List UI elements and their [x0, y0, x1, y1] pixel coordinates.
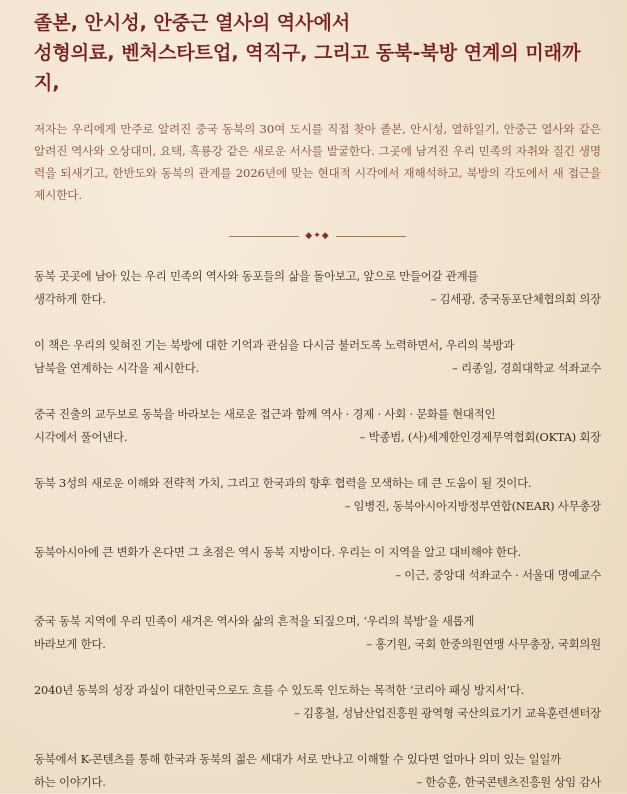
endorsement-text: 동북 3성의 새로운 이해와 전략적 가치, 그리고 한국과의 향후 협력을 모색하는 데 큰 도움이 될 것이다.: [34, 476, 532, 490]
endorsement-author: – 김홍철, 성남산업진흥원 광역형 국산의료기기 교육훈련센터장: [294, 706, 601, 720]
endorsement-text-cont: 생각하게 한다.: [34, 292, 106, 306]
endorsement-author: – 한승훈, 한국콘텐츠진흥원 상임 감사: [416, 775, 601, 789]
endorsement-text-cont: 바라보게 한다.: [34, 637, 106, 651]
endorsement-item: [34, 472, 601, 518]
endorsement-text-cont: 남북을 연계하는 시각을 제시한다.: [34, 361, 199, 375]
endorsement-item: [34, 679, 601, 725]
endorsement-text: 동북아시아에 큰 변화가 온다면 그 초점은 역시 동북 지방이다. 우리는 이 지역을 알고 대비해야 한다.: [34, 545, 521, 559]
endorsement-item: [34, 265, 601, 311]
endorsement-item: [34, 334, 601, 380]
endorsement-author: – 이근, 중앙대 석좌교수 · 서울대 명예교수: [395, 568, 601, 582]
endorsement-text: 2040년 동북의 성장 과실이 대한민국으로도 흐를 수 있도록 인도하는 목적한 ‘코리아 패싱 방지서’다.: [34, 683, 525, 697]
endorsement-text: 동북에서 K-콘텐츠를 통해 한국과 동북의 젊은 세대가 서로 만나고 이해할 수 있다면 얼마나 의미 있는 일일까: [34, 752, 561, 766]
endorsement-text: 중국 동북 지역에 우리 민족이 새겨온 역사와 삶의 흔적을 되짚으며, ‘우리의 북방’을 새롭게: [34, 614, 475, 628]
endorsement-item: [34, 403, 601, 449]
endorsement-item: [34, 541, 601, 587]
endorsement-item: [34, 610, 601, 656]
endorsement-author: – 홍기원, 국회 한중의원연맹 사무총장, 국회의원: [366, 637, 601, 651]
endorsement-author: – 임병진, 동북아시아지방정부연합(NEAR) 사무총장: [344, 499, 601, 513]
title-line-2: 성형의료, 벤처스타트업, 역직구, 그리고 동북-북방 연계의 미래까지,: [34, 42, 581, 94]
diamond-ornament-icon: ◆✦◆: [305, 231, 330, 241]
endorsement-text-cont: 시각에서 풀어낸다.: [34, 430, 128, 444]
intro-paragraph: 저자는 우리에게 만주로 알려진 중국 동북의 30여 도시를 직접 찾아 졸본, 안시성, 열하일기, 안중근 열사와 같은 알려진 역사와 오상대미, 요택, 흑룡강 같은 새로운 서사를 발굴한다. 그곳에 남겨진 우리 민족의 자취와 질긴 생명력을 되새기고, 한반도와 동북의 관계를 2026년에 맞는 현대적 시각에서 재해석하고, 북방의 각도에서 새 접근을 제시한다.: [34, 122, 601, 202]
title-line-1: 졸본, 안시성, 안중근 열사의 역사에서: [34, 12, 351, 34]
endorsement-text: 동북 곳곳에 남아 있는 우리 민족의 역사와 동포들의 삶을 돌아보고, 앞으로 만들어갈 관계를: [34, 269, 479, 283]
endorsement-author: – 리종일, 경희대학교 석좌교수: [452, 361, 601, 375]
endorsement-author: – 김세광, 중국동포단체협의회 의장: [430, 292, 601, 306]
endorsement-list: [34, 265, 601, 794]
endorsement-text-cont: 하는 이야기다.: [34, 775, 106, 789]
divider-line-right: [336, 236, 406, 237]
endorsement-text: 이 책은 우리의 잊혀진 기는 북방에 대한 기억과 관심을 다시금 불러도록 노력하면서, 우리의 북방과: [34, 338, 515, 352]
endorsement-author: – 박종범, (사)세계한인경제무역협회(OKTA) 회장: [359, 430, 601, 444]
endorsement-item: [34, 748, 601, 794]
ornament-divider: [34, 231, 601, 241]
divider-line-left: [229, 236, 299, 237]
endorsement-text: 중국 진출의 교두보로 동북을 바라보는 새로운 접근과 함께 역사 · 경제 · 사회 · 문화를 현대적인: [34, 407, 496, 421]
